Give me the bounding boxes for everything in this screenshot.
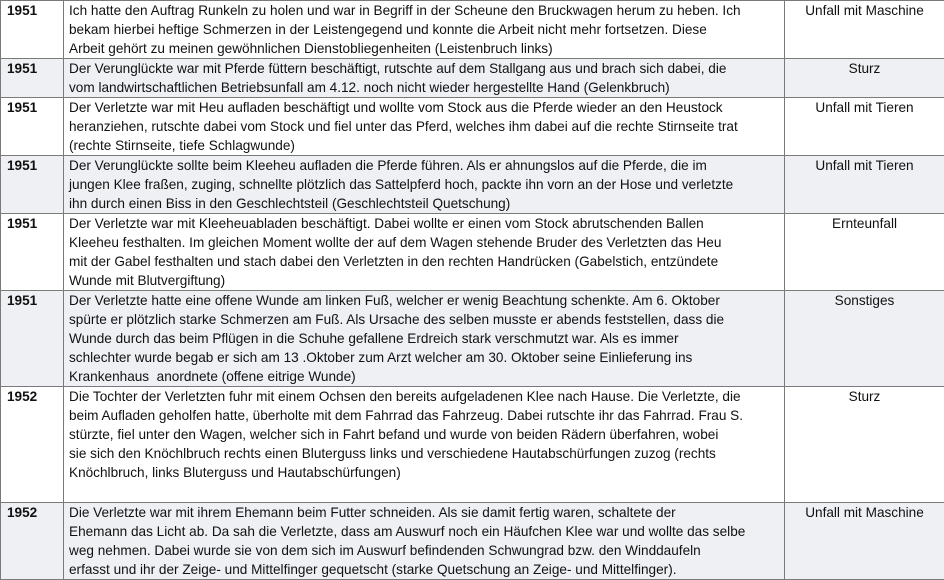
year-cell: 1951 [1, 291, 64, 387]
category-cell: Unfall mit Maschine [785, 503, 944, 580]
description-line: sie sich den Knöchlbruch rechts einen Bluterguss links und verschiedene Hautabschürfungen zuzog (rechts [69, 444, 779, 463]
description-cell [64, 1, 785, 59]
table-row [1, 503, 944, 580]
description-line: Ehemann das Licht ab. Da sah die Verletzte, dass am Auswurf noch ein Häufchen Klee war und wollte das selbe [69, 522, 779, 541]
category-cell: Unfall mit Tieren [785, 98, 944, 156]
description-line: vom landwirtschaftlichen Betriebsunfall am 4.12. noch nicht wieder hergestellte Hand (Gelenkbruch) [69, 78, 779, 97]
description-line: Die Tochter der Verletzten fuhr mit einem Ochsen den bereits aufgeladenen Klee nach Hause. Die Verletzte, die [69, 387, 779, 406]
description-line: Arbeit gehört zu meinen gewöhnlichen Dienstobliegenheiten (Leistenbruch links) [69, 39, 779, 58]
table-row [1, 291, 944, 387]
table-row [1, 387, 944, 503]
description-line: Der Verletzte war mit Kleeheuabladen beschäftigt. Dabei wollte er einen vom Stock abrutschenden Ballen [69, 214, 779, 233]
description-line: Der Verletzte hatte eine offene Wunde am linken Fuß, welcher er wenig Beachtung schenkte. Am 6. Oktober [69, 291, 779, 310]
category-cell: Ernteunfall [785, 214, 944, 291]
description-cell [64, 291, 785, 387]
description-line: Die Verletzte war mit ihrem Ehemann beim Futter schneiden. Als sie damit fertig waren, schaltete der [69, 503, 779, 522]
description-line: weg nehmen. Dabei wurde sie von dem sich im Auswurf befindenden Schwungrad bzw. den Winddaufeln [69, 541, 779, 560]
category-cell: Sturz [785, 387, 944, 503]
category-cell: Sturz [785, 59, 944, 98]
description-line: schlechter wurde begab er sich am 13 .Oktober zum Arzt welcher am 30. Oktober seine Einlieferung ins [69, 348, 779, 367]
table-row [1, 98, 944, 156]
category-cell: Sonstiges [785, 291, 944, 387]
description-line: stürzte, fiel unter den Wagen, welcher sich in Fahrt befand und wurde von beiden Rädern überfahren, wobei [69, 425, 779, 444]
description-line: mit der Gabel festhalten und stach dabei den Verletzten in den rechten Handrücken (Gabelstich, entzündete [69, 252, 779, 271]
description-cell [64, 387, 785, 503]
table-body [1, 1, 944, 580]
description-line: Knöchlbruch, links Bluterguss und Hautabschürfungen) [69, 463, 779, 482]
year-cell: 1951 [1, 98, 64, 156]
category-cell: Unfall mit Tieren [785, 156, 944, 214]
description-line: spürte er plötzlich starke Schmerzen am Fuß. Als Ursache des selben musste er abends feststellen, dass die [69, 310, 779, 329]
description-line: Der Verunglückte sollte beim Kleeheu aufladen die Pferde führen. Als er ahnungslos auf die Pferde, die im [69, 156, 779, 175]
description-cell [64, 59, 785, 98]
description-line: Krankenhaus anordnete (offene eitrige Wunde) [69, 367, 779, 386]
description-line: Der Verunglückte war mit Pferde füttern beschäftigt, rutschte auf dem Stallgang aus und brach sich dabei, die [69, 59, 779, 78]
description-cell [64, 98, 785, 156]
table-row [1, 156, 944, 214]
description-line: (rechte Stirnseite, tiefe Schlagwunde) [69, 136, 779, 155]
description-line: erfasst und ihr der Zeige- und Mittelfinger gequetscht (starke Quetschung an Zeige- und Mittelfinger). [69, 560, 779, 579]
year-cell: 1951 [1, 59, 64, 98]
description-line: jungen Klee fraßen, zuging, schnellte plötzlich das Sattelpferd hoch, packte ihn vorn an der Hose und verletzte [69, 175, 779, 194]
year-cell: 1951 [1, 156, 64, 214]
description-line: ihn durch einen Biss in den Geschlechtsteil (Geschlechtsteil Quetschung) [69, 194, 779, 213]
description-line: Wunde mit Blutvergiftung) [69, 271, 779, 290]
table-row [1, 214, 944, 291]
table-row [1, 59, 944, 98]
description-cell [64, 214, 785, 291]
description-line: Der Verletzte war mit Heu aufladen beschäftigt und wollte vom Stock aus die Pferde wieder an den Heustock [69, 98, 779, 117]
year-cell: 1952 [1, 503, 64, 580]
year-cell: 1951 [1, 214, 64, 291]
description-line: bekam hierbei heftige Schmerzen in der Leistengegend und konnte die Arbeit nicht mehr fortsetzen. Diese [69, 20, 779, 39]
description-line: beim Aufladen geholfen hatte, überholte mit dem Fahrrad das Fahrzeug. Dabei rutschte ihr das Fahrrad. Frau S. [69, 406, 779, 425]
category-cell: Unfall mit Maschine [785, 1, 944, 59]
description-line: Ich hatte den Auftrag Runkeln zu holen und war in Begriff in der Scheune den Bruckwagen herum zu heben. Ich [69, 1, 779, 20]
table-row [1, 1, 944, 59]
description-cell [64, 503, 785, 580]
description-line: Kleeheu festhalten. Im gleichen Moment wollte der auf dem Wagen stehende Bruder des Verletzten das Heu [69, 233, 779, 252]
year-cell: 1952 [1, 387, 64, 503]
description-line: heranziehen, rutschte dabei vom Stock und fiel unter das Pferd, welches ihm dabei auf die rechte Stirnseite trat [69, 117, 779, 136]
description-cell [64, 156, 785, 214]
description-line: Wunde durch das beim Pflügen in die Schuhe gefallene Erdreich stark verschmutzt war. Als es immer [69, 329, 779, 348]
year-cell: 1951 [1, 1, 64, 59]
